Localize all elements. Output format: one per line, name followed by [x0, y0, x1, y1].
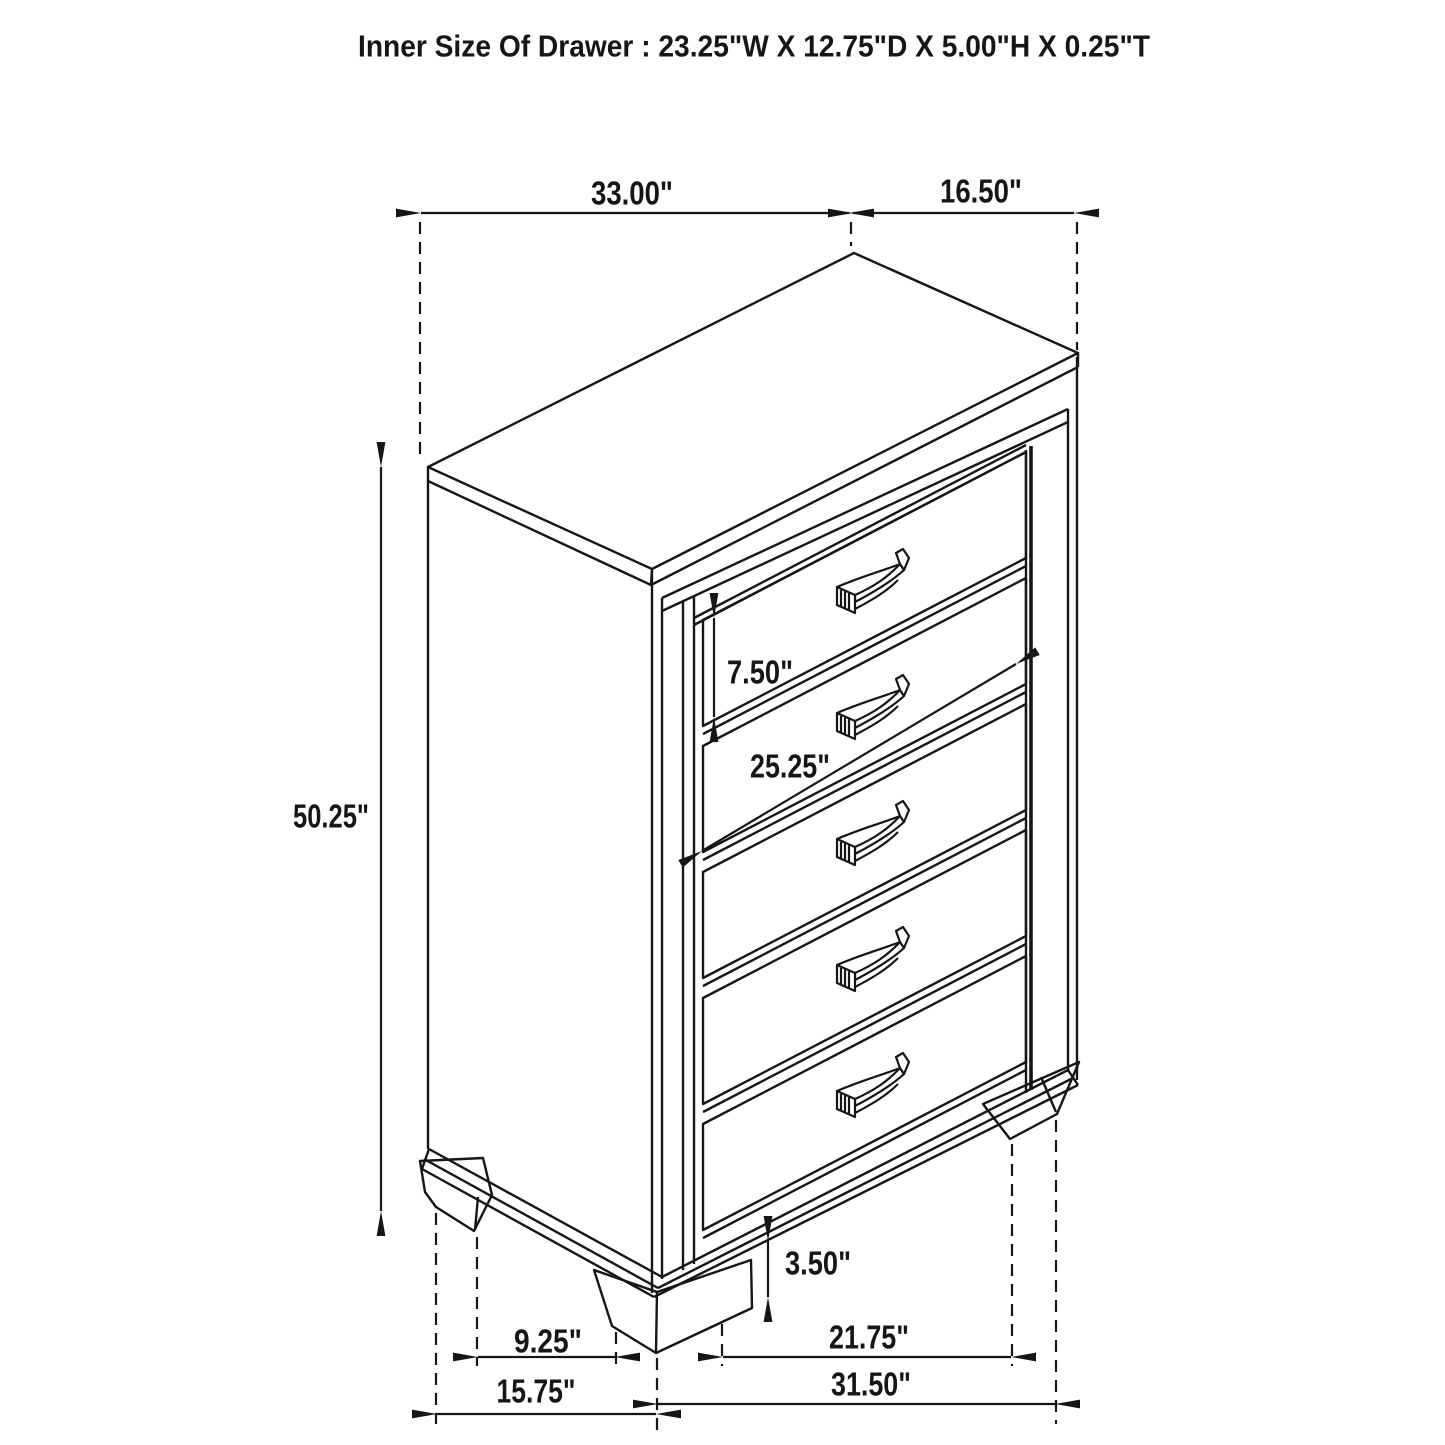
chest-top-face: [428, 253, 1078, 585]
dim-base-depth-label: 15.75": [496, 1372, 576, 1410]
dim-base-width-label: 31.50": [831, 1365, 911, 1403]
handle-4: [837, 927, 909, 991]
dim-feet-span-label: 21.75": [829, 1318, 909, 1356]
chest-front-frame: [652, 357, 1078, 1297]
foot-front-center: [594, 1260, 752, 1353]
handle-5: [837, 1053, 909, 1117]
dim-top-width-label: 33.00": [591, 174, 673, 212]
dim-drawer-height-label: 7.50": [727, 653, 793, 691]
dim-drawer-width-label: 25.25": [750, 747, 830, 785]
chest-left-side: [422, 481, 662, 1297]
dim-foot-inset-label: 9.25": [514, 1322, 582, 1360]
dim-top-depth-label: 16.50": [940, 172, 1022, 210]
handle-2: [837, 675, 909, 739]
dim-foot-height-label: 3.50": [785, 1244, 851, 1282]
chest-drawing: [420, 253, 1079, 1353]
page-title: Inner Size Of Drawer : 23.25"W X 12.75"D X 5.00"H X 0.25"T: [358, 28, 1151, 64]
drawer-handles: [837, 549, 909, 1117]
dimension-labels: [293, 173, 1022, 1410]
dim-overall-height-label: 50.25": [293, 797, 369, 835]
handle-3: [837, 801, 909, 865]
foot-left: [420, 1158, 492, 1231]
handle-1: [837, 549, 909, 613]
dimension-annotations: [381, 213, 1077, 1430]
chest-feet: [420, 1062, 1079, 1353]
